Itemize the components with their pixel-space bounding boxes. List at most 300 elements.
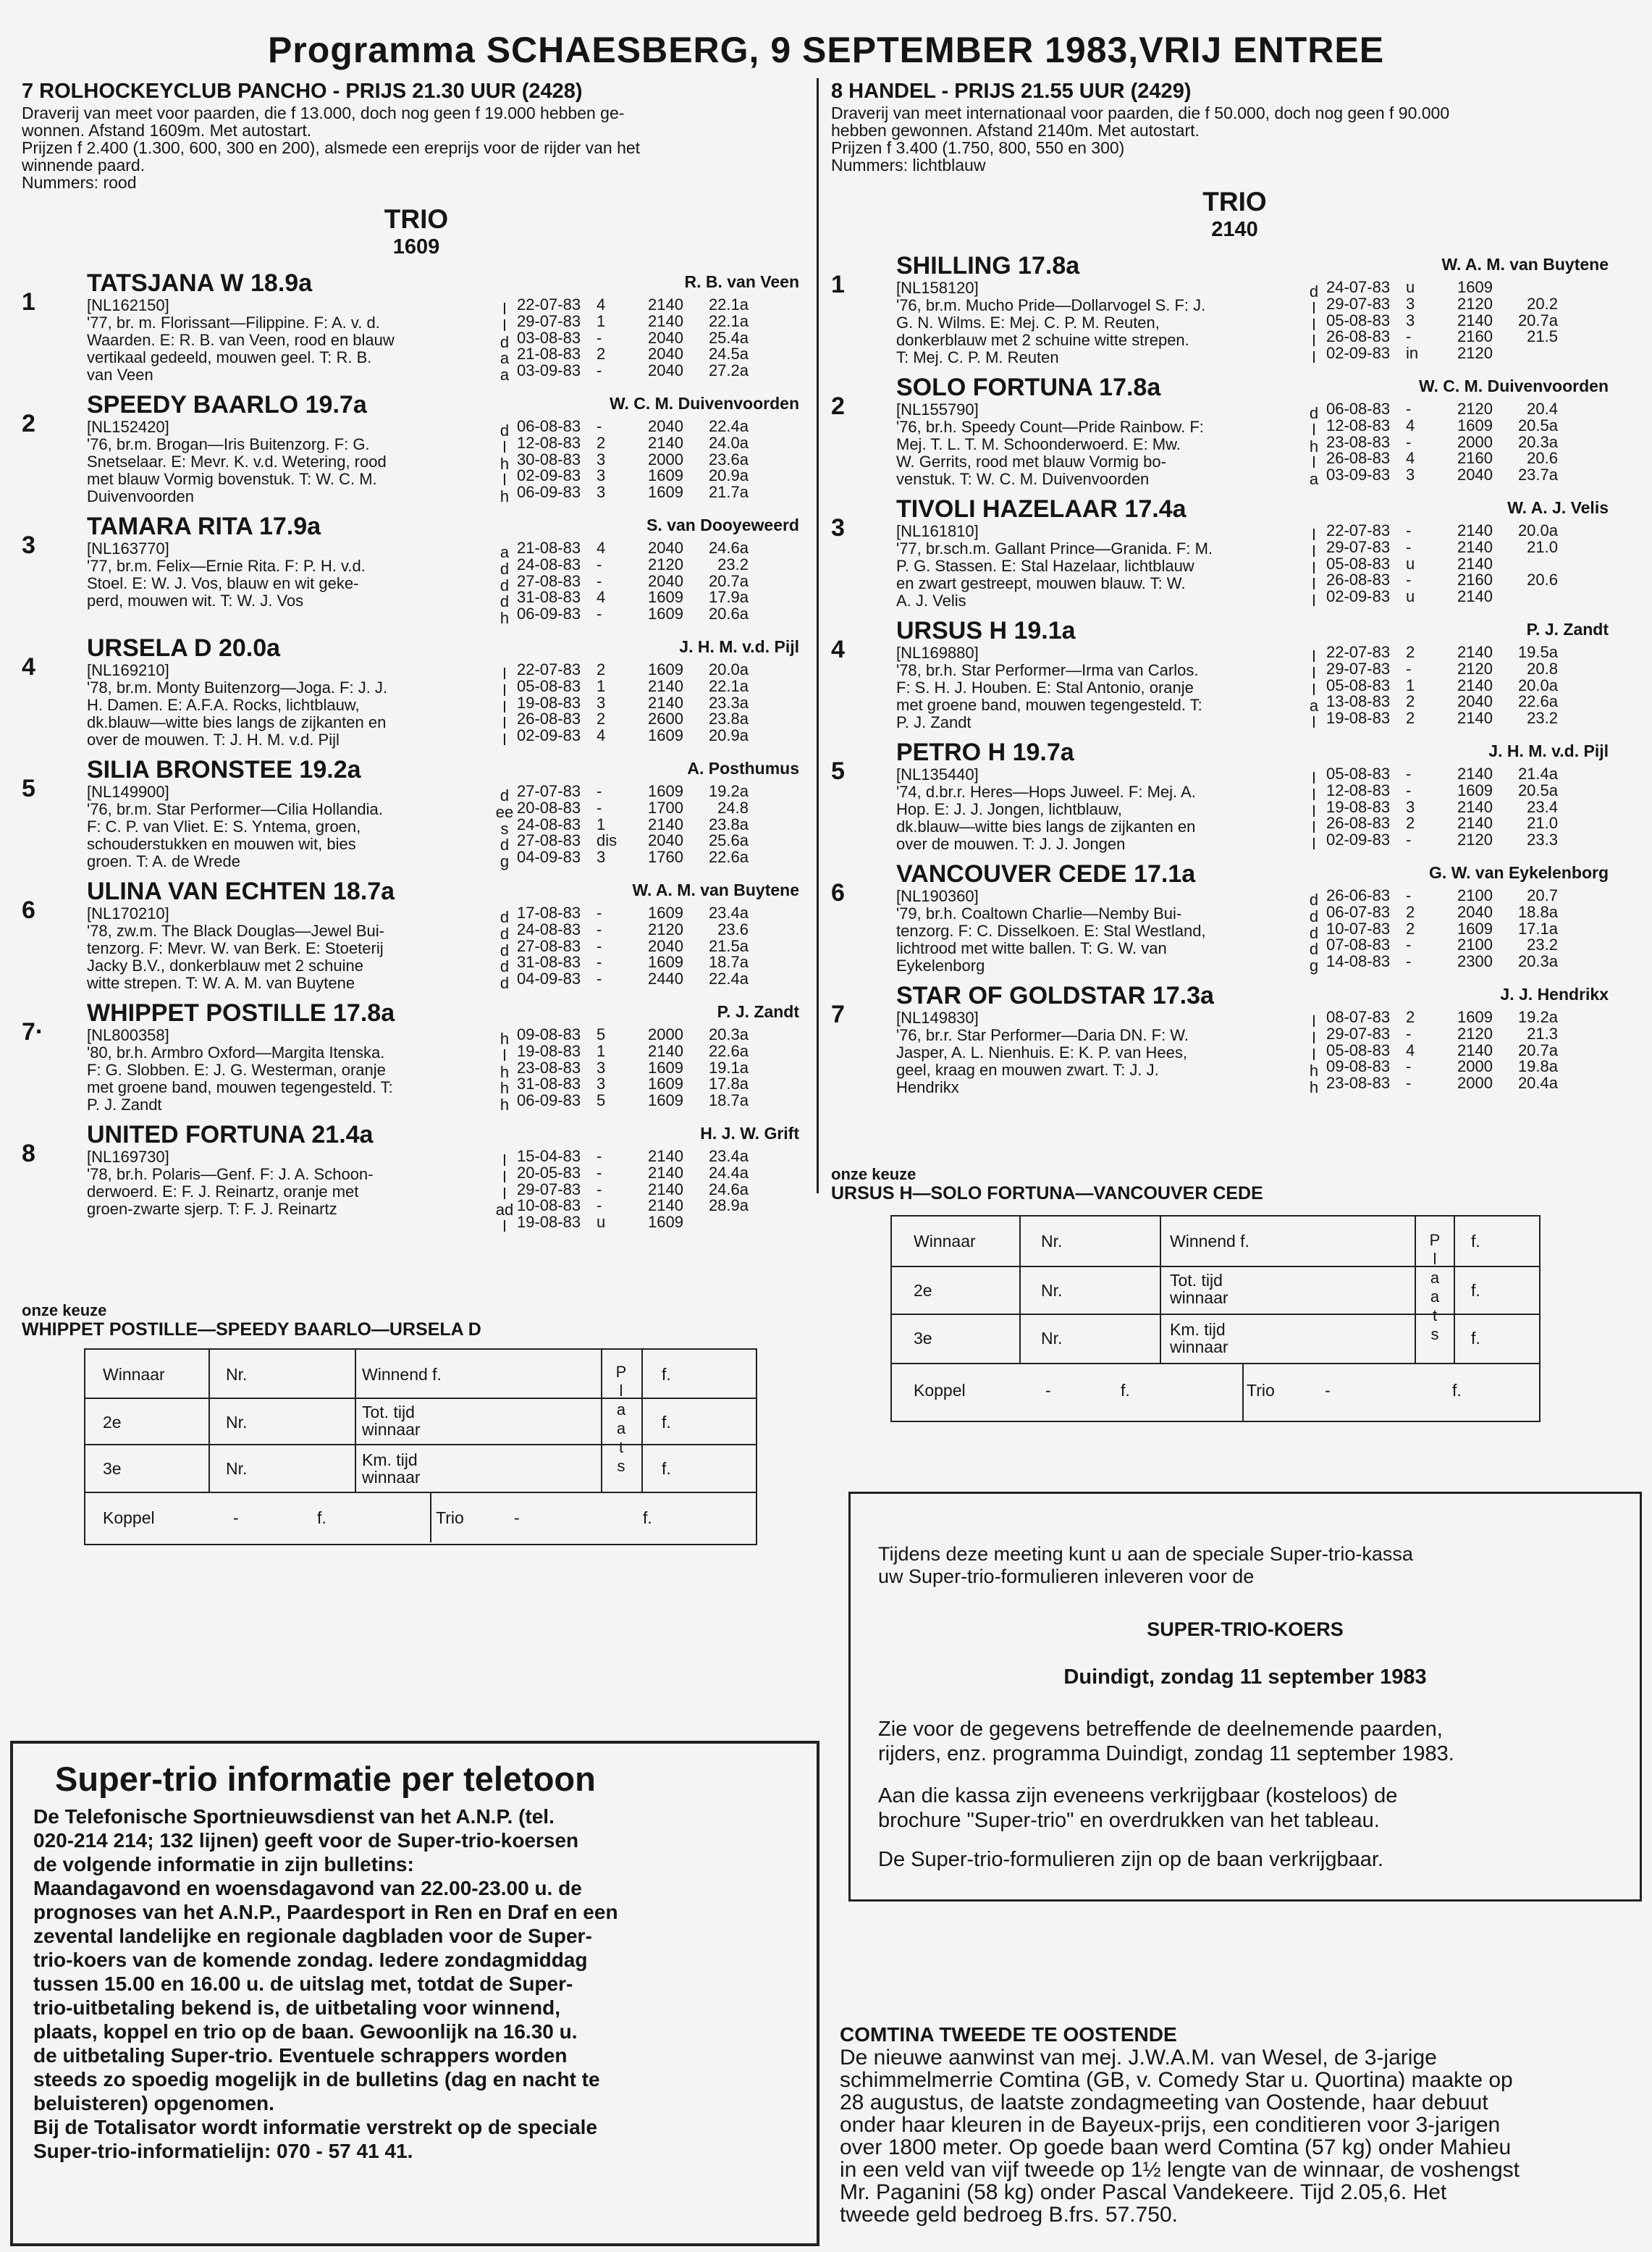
- pedigree-line: '78, br.h. Polaris—Genf. F: J. A. Schoon-: [87, 1164, 374, 1183]
- start-time: [1493, 280, 1558, 296]
- start-row: [1326, 783, 1609, 799]
- start-place: -: [1406, 521, 1412, 539]
- start-time: 22.6a: [1517, 692, 1558, 711]
- race-8-bet-form: [890, 1215, 1541, 1422]
- horse-name: UNITED FORTUNA 21.4a: [87, 1120, 374, 1148]
- start-time: 20.6: [1527, 571, 1558, 589]
- track-code: l: [1312, 713, 1316, 732]
- start-place: -: [597, 1146, 602, 1165]
- race-7-desc-line: winnende paard.: [22, 156, 146, 175]
- plaats-letter: l: [1433, 1250, 1437, 1268]
- start-place: -: [1406, 936, 1412, 954]
- start-time: 24.6a: [708, 539, 749, 557]
- start-row: [1326, 1075, 1609, 1092]
- keuze-text: WHIPPET POSTILLE—SPEEDY BAARLO—URSELA D: [22, 1319, 481, 1340]
- track-code: l: [1312, 348, 1316, 367]
- start-date: 26-08-83: [1326, 814, 1391, 833]
- start-time: 28.9a: [708, 1196, 749, 1215]
- super-trio-line: beluisteren) opgenomen.: [33, 2092, 274, 2114]
- pedigree-line: Hendrikx: [896, 1078, 959, 1096]
- track-code: l: [502, 681, 507, 699]
- trainer-name: H. J. W. Grift: [700, 1123, 799, 1143]
- form-koppel: Koppel: [914, 1381, 966, 1400]
- start-date: 19-08-83: [1326, 797, 1391, 816]
- horse-entry: [22, 634, 811, 749]
- pedigree-line: '77, br.m. Felix—Ernie Rita. F: P. H. v.d.: [87, 557, 366, 575]
- start-date: 05-08-83: [1326, 676, 1391, 694]
- plaats-letter: P: [1429, 1231, 1441, 1249]
- start-row: [517, 557, 799, 573]
- pedigree-line: F: S. H. J. Houben. E: Stal Antonio, oranje: [896, 678, 1194, 697]
- track-code: l: [1312, 420, 1316, 439]
- start-time: 24.5a: [708, 345, 749, 364]
- start-date: 17-08-83: [517, 903, 581, 922]
- start-row: [517, 922, 799, 938]
- start-row: [1326, 313, 1609, 329]
- start-time: 24.8: [717, 798, 749, 817]
- plaats-letter: l: [619, 1382, 623, 1400]
- form-divider: [1242, 1363, 1244, 1421]
- start-place: 1: [1406, 676, 1415, 694]
- news-article: [840, 2023, 1636, 2226]
- start-time: 20.7a: [1517, 311, 1558, 329]
- track-code: h: [1309, 1062, 1319, 1080]
- form-km-tijd[interactable]: Km. tijd: [362, 1450, 418, 1469]
- start-time: 20.7a: [708, 571, 749, 590]
- start-time: 20.4a: [1517, 1074, 1558, 1093]
- start-distance: 1609: [648, 483, 683, 502]
- start-row: [517, 1060, 799, 1077]
- start-place: 1: [597, 676, 606, 695]
- start-place: -: [597, 936, 602, 955]
- horse-entry: [831, 617, 1638, 731]
- meeting-formulieren: De Super-trio-formulieren zijn op de baan verkrijgbaar.: [878, 1848, 1383, 1871]
- pedigree-line: '76, br.h. Speedy Count—Pride Rainbow. F:: [896, 418, 1204, 436]
- start-distance: 2000: [1457, 432, 1493, 451]
- track-code: l: [502, 1151, 507, 1169]
- form-f[interactable]: f.: [662, 1365, 671, 1384]
- track-codes: [1302, 766, 1326, 853]
- track-code: l: [1312, 575, 1316, 594]
- super-trio-line: trio-uitbetaling bekend is, de uitbetaling voor winnend,: [33, 1996, 561, 2019]
- start-row: [517, 1027, 799, 1043]
- start-date: 15-04-83: [517, 1146, 581, 1165]
- form-nr: Nr.: [226, 1459, 248, 1478]
- pedigree-line: en zwart gestreept, mouwen blauw. T: W.: [896, 574, 1186, 592]
- pedigree-line: [NL135440]: [896, 765, 979, 783]
- start-distance: 2100: [1457, 886, 1493, 904]
- track-code: d: [500, 559, 510, 578]
- horse-entry: [831, 252, 1638, 366]
- form-f[interactable]: f.: [1471, 1281, 1480, 1300]
- start-time: 20.7a: [1517, 1041, 1558, 1059]
- track-code: l: [1312, 298, 1316, 317]
- race-8-desc-line: Nummers: lichtblauw: [831, 156, 986, 175]
- pedigree-line: schouderstukken en mouwen wit, bies: [87, 834, 356, 853]
- pedigree-line: '78, br.h. Star Performer—Irma van Carlos.: [896, 661, 1199, 679]
- form-winnaar: Winnaar: [103, 1365, 165, 1384]
- start-date: 22-07-83: [517, 660, 581, 678]
- horse-pedigree: [87, 540, 492, 627]
- track-code: l: [1312, 526, 1316, 544]
- pedigree-line: donkerblauw met 2 schuine witte strepen.: [896, 331, 1189, 349]
- pedigree-line: H. Damen. E: A.F.A. Rocks, lichtblauw,: [87, 695, 360, 714]
- pedigree-line: '79, br.h. Coaltown Charlie—Nemby Bui-: [896, 904, 1182, 923]
- start-place: -: [597, 920, 602, 938]
- track-code: l: [502, 437, 507, 456]
- recent-starts: [517, 636, 799, 749]
- horse-pedigree: [896, 401, 1302, 488]
- start-time: 22.6a: [708, 848, 749, 867]
- plaats-letter: t: [1432, 1306, 1438, 1324]
- start-time: 20.6a: [708, 605, 749, 623]
- start-date: 23-08-83: [1326, 1074, 1391, 1093]
- pedigree-line: Snetselaar. E: Mevr. K. v.d. Wetering, rood: [87, 453, 387, 471]
- form-f[interactable]: f.: [643, 1508, 652, 1527]
- start-time: 17.8a: [708, 1075, 749, 1093]
- pedigree-line: A. J. Velis: [896, 592, 966, 610]
- start-date: 12-08-83: [1326, 416, 1391, 434]
- track-code: l: [1312, 647, 1316, 665]
- start-time: 23.3: [1527, 831, 1558, 849]
- start-distance: 2000: [648, 450, 683, 469]
- track-code: l: [1312, 769, 1316, 787]
- news-line: Mr. Paganini (58 kg) onder Pascal Vandekeere. Tijd 2.05,6. Het: [840, 2180, 1447, 2204]
- start-date: 26-08-83: [1326, 327, 1391, 346]
- start-place: 3: [597, 1058, 606, 1077]
- pedigree-line: met groene band, mouwen tegengesteld. T:: [87, 1077, 393, 1096]
- start-place: 4: [597, 295, 606, 314]
- start-date: 21-08-83: [517, 345, 581, 364]
- horse-number: 5: [831, 757, 845, 785]
- track-codes: [492, 905, 517, 992]
- start-time: 21.3: [1527, 1024, 1558, 1043]
- horse-entry: [22, 391, 811, 505]
- track-code: d: [500, 576, 510, 594]
- form-f[interactable]: f.: [1452, 1381, 1462, 1400]
- track-code: g: [1309, 957, 1319, 975]
- start-distance: 2140: [648, 1041, 683, 1060]
- start-date: 22-07-83: [1326, 521, 1391, 539]
- pedigree-line: '76, br.m. Mucho Pride—Dollarvogel S. F: J.: [896, 296, 1206, 314]
- news-line: tweede geld bedroeg B.frs. 57.750.: [840, 2203, 1178, 2227]
- meeting-line: rijders, enz. programma Duindigt, zondag 11 september 1983.: [878, 1742, 1454, 1765]
- recent-starts: [517, 394, 799, 505]
- start-date: 08-07-83: [1326, 1008, 1391, 1026]
- track-code: l: [1312, 1045, 1316, 1064]
- form-winnend[interactable]: Winnend f.: [1170, 1232, 1249, 1251]
- start-distance: 2160: [1457, 327, 1493, 346]
- start-date: 29-07-83: [1326, 294, 1391, 313]
- start-place: -: [597, 1196, 602, 1215]
- horse-name: VANCOUVER CEDE 17.1a: [896, 860, 1196, 888]
- form-trio: Trio: [436, 1508, 464, 1527]
- plaats-letter: s: [1430, 1325, 1439, 1343]
- start-time: 23.4: [1527, 797, 1558, 816]
- track-code: h: [1309, 437, 1319, 455]
- horse-number: 3: [831, 514, 845, 542]
- start-time: 21.7a: [708, 483, 749, 502]
- start-place: 2: [1406, 643, 1415, 661]
- pedigree-line: F: G. Slobben. E: J. G. Westerman, oranje: [87, 1060, 386, 1079]
- start-place: -: [597, 953, 602, 972]
- track-codes: [492, 1148, 517, 1235]
- start-row: [1326, 644, 1609, 661]
- start-place: 4: [597, 588, 606, 607]
- horse-pedigree: [896, 888, 1302, 975]
- start-time: 17.1a: [1517, 919, 1558, 938]
- start-date: 12-08-83: [1326, 781, 1391, 799]
- form-f[interactable]: f.: [1471, 1232, 1480, 1251]
- super-trio-line: Super-trio-informatielijn: 070 - 57 41 41.: [33, 2140, 413, 2162]
- form-winnend[interactable]: Winnend f.: [362, 1365, 442, 1384]
- horse-name: URSELA D 20.0a: [87, 634, 281, 662]
- start-row: [517, 905, 799, 922]
- start-distance: 1609: [648, 781, 683, 800]
- pedigree-line: tenzorg. F: Mevr. W. van Berk. E: Stoeterij: [87, 938, 384, 957]
- form-plaats-vertical: [612, 1363, 630, 1476]
- form-divider: [430, 1492, 431, 1542]
- race-7-column: [22, 80, 811, 1243]
- start-row: [1326, 661, 1609, 678]
- start-time: 24.4a: [708, 1163, 749, 1182]
- horse-pedigree: [87, 905, 492, 992]
- start-distance: 2000: [1457, 1057, 1493, 1076]
- start-place: -: [1406, 886, 1412, 904]
- track-code: a: [1309, 470, 1319, 489]
- track-code: d: [1309, 891, 1319, 909]
- form-tweede: 2e: [914, 1281, 932, 1300]
- track-code: d: [500, 974, 510, 993]
- start-distance: 2440: [648, 970, 683, 988]
- form-km-tijd[interactable]: Km. tijd: [1170, 1320, 1226, 1339]
- track-codes: [1302, 644, 1326, 731]
- start-distance: 2140: [1457, 676, 1493, 694]
- start-distance: 2120: [1457, 1024, 1493, 1043]
- start-row: [1326, 539, 1609, 556]
- start-date: 03-09-83: [517, 361, 581, 380]
- start-row: [1326, 832, 1609, 849]
- start-place: -: [1406, 781, 1412, 799]
- start-place: 2: [597, 345, 606, 364]
- horse-entry: [831, 982, 1638, 1096]
- start-row: [517, 540, 799, 557]
- start-row: [1326, 954, 1609, 970]
- pedigree-line: [NL152420]: [87, 418, 169, 436]
- form-tot-tijd[interactable]: Tot. tijd: [1170, 1271, 1223, 1290]
- start-place: -: [1406, 1057, 1412, 1076]
- start-time: [683, 1214, 749, 1231]
- super-trio-info-box: [10, 1741, 819, 2246]
- start-row: [517, 363, 799, 379]
- start-date: 24-07-83: [1326, 278, 1391, 296]
- meeting-date: Duindigt, zondag 11 september 1983: [1063, 1665, 1427, 1689]
- start-distance: 2140: [1457, 765, 1493, 783]
- start-date: 06-09-83: [517, 1091, 581, 1110]
- start-place: 5: [597, 1091, 606, 1110]
- form-plaats-vertical: [1426, 1231, 1444, 1344]
- horse-entry: [831, 860, 1638, 975]
- horse-name: TIVOLI HAZELAAR 17.4a: [896, 495, 1187, 523]
- meeting-line: brochure "Super-trio" en overdrukken van het tableau.: [878, 1809, 1380, 1832]
- form-derde: 3e: [103, 1459, 122, 1478]
- start-place: -: [597, 571, 602, 590]
- form-tweede: 2e: [103, 1413, 122, 1432]
- start-time: 18.7a: [708, 1091, 749, 1110]
- form-f[interactable]: f.: [662, 1413, 671, 1432]
- track-code: h: [500, 454, 510, 473]
- race-8-column: [831, 80, 1638, 1104]
- page-title: Programma SCHAESBERG, 9 SEPTEMBER 1983,VRIJ ENTREE: [267, 30, 1385, 70]
- pedigree-line: '76, br.m. Brogan—Iris Buitenzorg. F: G.: [87, 435, 370, 453]
- start-place: 2: [597, 660, 606, 678]
- start-time: 23.8a: [708, 815, 749, 833]
- plaats-letter: a: [1430, 1287, 1440, 1306]
- super-trio-line: plaats, koppel en trio op de baan. Gewoonlijk na 16.30 u.: [33, 2020, 578, 2043]
- start-place: -: [1406, 1074, 1412, 1093]
- meeting-details: [878, 1717, 1454, 1766]
- form-divider: [601, 1350, 602, 1492]
- start-date: 04-09-83: [517, 970, 581, 988]
- start-time: 24.6a: [708, 1180, 749, 1198]
- start-place: -: [1406, 400, 1412, 418]
- pedigree-line: '76, br.r. Star Performer—Daria DN. F: W.: [896, 1026, 1189, 1044]
- start-time: [1493, 556, 1558, 573]
- column-divider: [817, 78, 819, 1193]
- track-code: d: [1309, 923, 1319, 942]
- track-code: g: [500, 852, 510, 871]
- start-time: 22.4a: [708, 970, 749, 988]
- start-time: 19.5a: [1517, 643, 1558, 661]
- recent-starts: [1326, 498, 1609, 610]
- recent-starts: [517, 880, 799, 992]
- track-code: d: [500, 836, 510, 854]
- start-row: [1326, 904, 1609, 921]
- start-place: u: [1406, 587, 1415, 606]
- start-distance: 1609: [1457, 416, 1493, 434]
- start-date: 09-08-83: [517, 1025, 581, 1043]
- track-code: l: [502, 714, 507, 733]
- form-f[interactable]: f.: [1121, 1381, 1130, 1400]
- start-time: 22.1a: [708, 676, 749, 695]
- pedigree-line: P. J. Zandt: [896, 713, 972, 731]
- track-code: h: [500, 609, 510, 628]
- start-distance: 2140: [648, 311, 683, 330]
- form-divider: [1160, 1217, 1161, 1363]
- news-line: in een veld van vijf tweede op 1½ lengte van de winnaar, de voshengst: [840, 2158, 1520, 2182]
- start-place: 5: [597, 1025, 606, 1043]
- start-row: [517, 573, 799, 590]
- start-date: 26-08-83: [517, 710, 581, 728]
- form-f[interactable]: f.: [662, 1459, 671, 1478]
- recent-starts: [517, 1001, 799, 1114]
- track-code: a: [500, 543, 510, 561]
- race-8-distance: 2140: [1211, 218, 1258, 241]
- race-8-desc-line: Draverij van meet internationaal voor paarden, die f 50.000, doch nog geen f 90.000: [831, 104, 1450, 122]
- start-place: -: [597, 781, 602, 800]
- form-f[interactable]: f.: [1471, 1329, 1480, 1348]
- form-f[interactable]: f.: [317, 1508, 326, 1527]
- super-trio-line: trio-koers van de komende zondag. Iedere zondagmiddag: [33, 1949, 588, 1971]
- start-row: [1326, 710, 1609, 727]
- start-distance: 2140: [648, 815, 683, 833]
- track-code: d: [500, 907, 510, 926]
- start-time: 25.6a: [708, 831, 749, 850]
- news-line: onder haar kleuren in de Bayeux-prijs, een conditieren voor 3-jarigen: [840, 2113, 1501, 2137]
- horse-name: PETRO H 19.7a: [896, 739, 1074, 766]
- start-distance: 2140: [648, 1146, 683, 1165]
- track-codes: [492, 783, 517, 870]
- start-row: [517, 1148, 799, 1165]
- horse-number: 7: [831, 1001, 845, 1028]
- start-row: [517, 606, 799, 623]
- start-time: 20.5a: [1517, 416, 1558, 434]
- start-place: u: [597, 1213, 606, 1232]
- start-distance: 2300: [1457, 952, 1493, 971]
- track-code: h: [500, 487, 510, 506]
- track-code: d: [500, 941, 510, 959]
- super-trio-line: Maandagavond en woensdagavond van 22.00-23.00 u. de: [33, 1877, 582, 1899]
- track-code: l: [1312, 835, 1316, 854]
- horse-name: WHIPPET POSTILLE 17.8a: [87, 999, 395, 1027]
- start-place: 4: [1406, 449, 1415, 468]
- horse-pedigree: [87, 1027, 492, 1114]
- start-place: 3: [1406, 294, 1415, 313]
- race-8-keuze: [831, 1166, 1263, 1203]
- pedigree-line: Waarden. E: R. B. van Veen, rood en blauw: [87, 331, 395, 349]
- track-code: l: [1312, 663, 1316, 682]
- track-code: l: [502, 1167, 507, 1186]
- form-km-tijd-winnaar: winnaar: [362, 1468, 421, 1487]
- pedigree-line: venstuk. T: W. C. M. Duivenvoorden: [896, 470, 1150, 488]
- keuze-label: onze keuze: [22, 1301, 107, 1319]
- start-row: [517, 833, 799, 849]
- start-time: 20.0a: [1517, 521, 1558, 539]
- start-time: 19.2a: [708, 781, 749, 800]
- start-time: 21.5: [1527, 327, 1558, 346]
- pedigree-line: G. N. Wilms. E: Mej. C. P. M. Reuten,: [896, 314, 1160, 332]
- form-tot-tijd-winnaar: winnaar: [362, 1420, 421, 1439]
- start-place: 3: [597, 450, 606, 469]
- start-distance: 2120: [1457, 831, 1493, 849]
- trainer-name: A. Posthumus: [687, 758, 799, 778]
- start-time: 22.6a: [708, 1041, 749, 1060]
- recent-starts: [517, 758, 799, 870]
- track-code: ad: [495, 1201, 514, 1219]
- start-time: 18.7a: [708, 953, 749, 972]
- pedigree-line: [NL169880]: [896, 644, 979, 662]
- horse-entry: [22, 756, 811, 870]
- start-row: [1326, 678, 1609, 694]
- start-date: 12-08-83: [517, 433, 581, 452]
- pedigree-line: [NL800358]: [87, 1025, 169, 1044]
- form-tot-tijd[interactable]: Tot. tijd: [362, 1403, 415, 1421]
- track-code: l: [1312, 680, 1316, 699]
- pedigree-line: [NL162150]: [87, 296, 169, 314]
- start-time: 22.1a: [708, 311, 749, 330]
- start-row: [517, 1182, 799, 1198]
- start-place: 2: [1406, 902, 1415, 921]
- track-codes: [1302, 888, 1326, 975]
- start-time: 18.8a: [1517, 902, 1558, 921]
- horse-number: 1: [22, 288, 35, 316]
- start-date: 13-08-83: [1326, 692, 1391, 711]
- form-km-tijd-winnaar: winnaar: [1170, 1337, 1229, 1356]
- start-distance: 2120: [1457, 400, 1493, 418]
- pedigree-line: lichtrood met witte ballen. T: G. W. van: [896, 939, 1167, 957]
- start-distance: 2140: [1457, 537, 1493, 556]
- start-place: -: [1406, 765, 1412, 783]
